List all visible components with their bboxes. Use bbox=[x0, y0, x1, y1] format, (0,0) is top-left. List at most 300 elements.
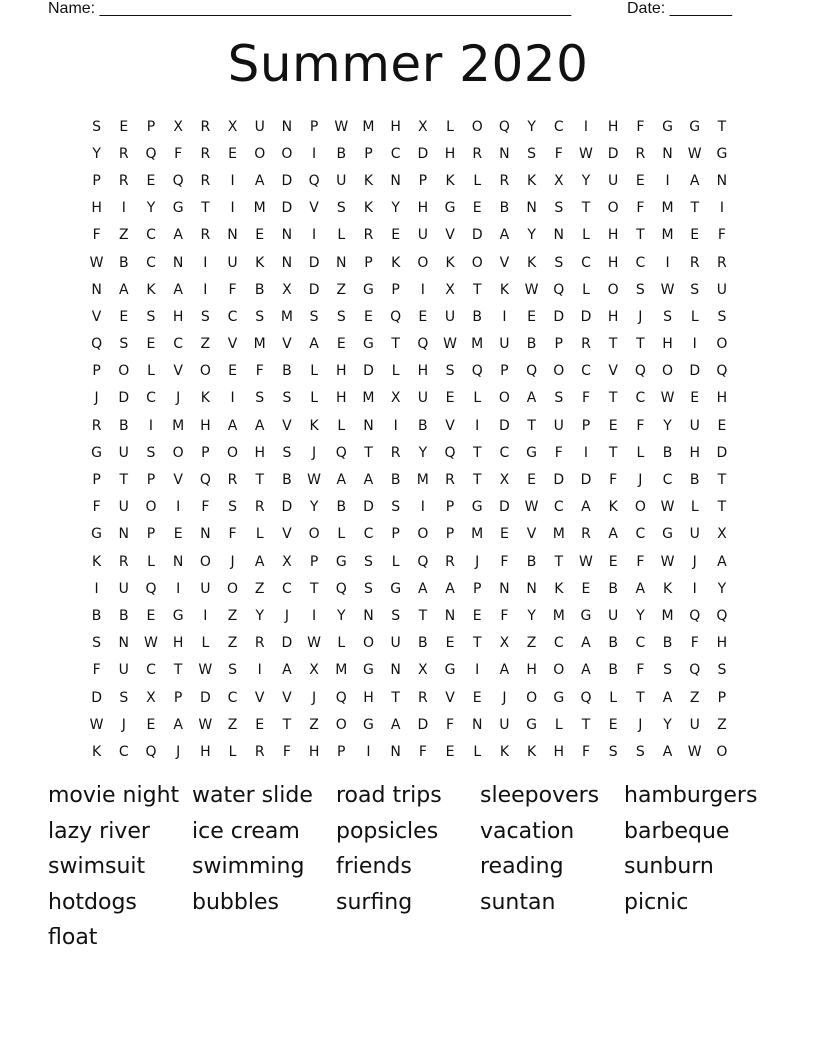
grid-letter: F bbox=[636, 662, 645, 679]
grid-letter: S bbox=[255, 308, 265, 325]
grid-letter: M bbox=[552, 526, 565, 543]
word-list-item: ice cream bbox=[192, 818, 300, 844]
grid-letter: O bbox=[634, 499, 646, 516]
grid-letter: E bbox=[391, 227, 401, 244]
grid-letter: L bbox=[255, 526, 264, 543]
grid-letter: U bbox=[390, 635, 401, 652]
grid-letter: G bbox=[689, 118, 701, 135]
grid-letter: A bbox=[608, 526, 618, 543]
grid-letter: U bbox=[417, 390, 428, 407]
word-list-item: movie night bbox=[48, 783, 180, 808]
grid-letter: E bbox=[717, 417, 727, 434]
grid-letter: J bbox=[284, 607, 289, 624]
grid-letter: C bbox=[146, 227, 156, 244]
grid-letter: P bbox=[445, 499, 455, 516]
grid-letter: D bbox=[553, 472, 565, 489]
grid-letter: H bbox=[172, 635, 184, 652]
grid-letter: W bbox=[198, 662, 213, 679]
grid-letter: Z bbox=[336, 281, 347, 298]
grid-letter: C bbox=[553, 118, 564, 135]
grid-letter: X bbox=[445, 281, 455, 298]
grid-letter: I bbox=[121, 200, 126, 217]
grid-letter: R bbox=[635, 145, 646, 162]
grid-letter: W bbox=[660, 390, 675, 407]
grid-letter: F bbox=[581, 743, 590, 760]
grid-letter: T bbox=[282, 716, 292, 733]
grid-letter: T bbox=[636, 689, 645, 706]
grid-letter: T bbox=[608, 390, 618, 407]
grid-letter: Q bbox=[335, 580, 347, 597]
grid-letter: C bbox=[581, 254, 591, 271]
grid-letter: N bbox=[363, 607, 374, 624]
grid-letter: R bbox=[200, 145, 211, 162]
grid-letter: F bbox=[228, 526, 237, 543]
grid-letter: M bbox=[661, 200, 674, 217]
grid-letter: Q bbox=[145, 743, 157, 760]
grid-letter: W bbox=[307, 472, 322, 489]
grid-letter: I bbox=[475, 662, 480, 679]
grid-letter: U bbox=[254, 118, 265, 135]
grid-letter: Q bbox=[716, 363, 728, 380]
word-list-item: bubbles bbox=[192, 889, 279, 915]
grid-letter: Q bbox=[553, 281, 565, 298]
grid-letter: S bbox=[554, 254, 564, 271]
grid-letter: I bbox=[502, 308, 507, 325]
grid-letter: W bbox=[660, 281, 675, 298]
grid-letter: Z bbox=[254, 580, 265, 597]
word-list bbox=[48, 778, 788, 956]
grid-letter: I bbox=[583, 444, 589, 461]
grid-letter: M bbox=[253, 200, 266, 217]
grid-letter: R bbox=[581, 526, 591, 543]
grid-letter: B bbox=[689, 472, 700, 489]
grid-letter: Z bbox=[118, 227, 129, 244]
grid-letter: P bbox=[146, 472, 156, 489]
grid-letter: G bbox=[526, 716, 538, 733]
grid-letter: I bbox=[230, 200, 235, 217]
grid-letter: H bbox=[607, 254, 619, 271]
grid-letter: O bbox=[498, 390, 510, 407]
grid-letter: D bbox=[580, 308, 592, 325]
grid-letter: Q bbox=[91, 336, 103, 353]
grid-letter: G bbox=[444, 200, 456, 217]
grid-letter: N bbox=[444, 607, 456, 624]
word-list-item: surfing bbox=[336, 889, 413, 915]
grid-letter: T bbox=[717, 499, 727, 516]
grid-letter: F bbox=[92, 227, 101, 244]
grid-letter: I bbox=[393, 417, 398, 434]
grid-letter: V bbox=[526, 526, 537, 543]
word-list-item: hamburgers bbox=[624, 783, 758, 808]
word-list-item: sunburn bbox=[624, 854, 714, 879]
grid-letter: N bbox=[471, 716, 483, 733]
grid-letter: D bbox=[417, 716, 429, 733]
grid-letter: W bbox=[89, 254, 104, 271]
word-list-item: friends bbox=[336, 854, 412, 879]
grid-letter: T bbox=[309, 580, 319, 597]
grid-letter: E bbox=[581, 580, 591, 597]
grid-letter: T bbox=[717, 472, 727, 489]
grid-letter: X bbox=[282, 553, 292, 570]
grid-letter: Y bbox=[636, 607, 645, 624]
grid-letter: Y bbox=[309, 499, 319, 516]
grid-letter: S bbox=[200, 308, 210, 325]
grid-letter: E bbox=[146, 716, 156, 733]
grid-letter: S bbox=[228, 662, 237, 679]
grid-letter: D bbox=[553, 308, 565, 325]
grid-letter: U bbox=[118, 662, 129, 679]
grid-letter: L bbox=[147, 553, 155, 570]
grid-letter: O bbox=[335, 716, 347, 733]
grid-letter: J bbox=[176, 743, 181, 760]
grid-letter: I bbox=[719, 200, 724, 217]
grid-letter: X bbox=[418, 662, 428, 679]
grid-letter: P bbox=[581, 417, 591, 434]
grid-letter: E bbox=[445, 390, 455, 407]
grid-letter: E bbox=[608, 553, 618, 570]
grid-letter: R bbox=[200, 172, 211, 189]
grid-letter: Y bbox=[527, 118, 536, 135]
grid-letter: K bbox=[527, 172, 537, 189]
grid-letter: H bbox=[200, 743, 211, 760]
grid-letter: G bbox=[390, 580, 402, 597]
grid-letter: U bbox=[118, 444, 129, 461]
grid-letter: B bbox=[418, 635, 428, 652]
grid-letter: K bbox=[363, 172, 374, 189]
grid-letter: D bbox=[499, 417, 510, 434]
grid-letter: L bbox=[690, 499, 699, 516]
grid-letter: C bbox=[173, 336, 184, 353]
grid-letter: P bbox=[92, 172, 101, 189]
grid-letter: I bbox=[665, 254, 670, 271]
grid-letter: T bbox=[608, 336, 618, 353]
grid-letter: N bbox=[390, 172, 401, 189]
grid-letter: L bbox=[337, 635, 346, 652]
grid-letter: Q bbox=[716, 607, 728, 624]
grid-letter: H bbox=[308, 743, 320, 760]
grid-letter: G bbox=[91, 526, 103, 543]
grid-letter: R bbox=[417, 689, 428, 706]
grid-letter: G bbox=[335, 553, 347, 570]
grid-letter: L bbox=[473, 743, 482, 760]
grid-letter: H bbox=[254, 444, 265, 461]
grid-letter: A bbox=[173, 716, 183, 733]
grid-letter: N bbox=[363, 417, 374, 434]
grid-letter: U bbox=[716, 281, 728, 298]
grid-letter: T bbox=[364, 444, 373, 461]
grid-letter: R bbox=[499, 172, 510, 189]
grid-letter: Q bbox=[417, 336, 429, 353]
grid-letter: K bbox=[200, 390, 210, 407]
grid-letter: F bbox=[554, 444, 563, 461]
grid-letter: X bbox=[717, 526, 727, 543]
grid-letter: S bbox=[635, 743, 645, 760]
grid-letter: P bbox=[173, 689, 183, 706]
grid-letter: C bbox=[227, 308, 238, 325]
word-list-item: picnic bbox=[624, 889, 689, 915]
grid-letter: P bbox=[717, 689, 727, 706]
grid-letter: T bbox=[581, 716, 591, 733]
grid-letter: O bbox=[254, 145, 266, 162]
grid-letter: F bbox=[418, 743, 427, 760]
grid-letter: Z bbox=[689, 689, 700, 706]
grid-letter: G bbox=[471, 499, 483, 516]
grid-letter: J bbox=[94, 390, 99, 407]
grid-letter: K bbox=[146, 281, 156, 298]
grid-letter: N bbox=[200, 526, 211, 543]
grid-letter: D bbox=[118, 390, 130, 407]
grid-letter: B bbox=[336, 145, 347, 162]
grid-letter: V bbox=[282, 417, 292, 434]
grid-letter: A bbox=[662, 689, 673, 706]
grid-letter: W bbox=[660, 553, 675, 570]
grid-letter: F bbox=[717, 227, 726, 244]
grid-letter: U bbox=[417, 227, 428, 244]
grid-letter: F bbox=[282, 743, 291, 760]
grid-letter: O bbox=[199, 553, 211, 570]
grid-letter: I bbox=[203, 254, 208, 271]
grid-letter: V bbox=[282, 689, 292, 706]
word-list-item: float bbox=[48, 925, 98, 950]
grid-letter: Q bbox=[172, 172, 184, 189]
grid-letter: F bbox=[636, 553, 645, 570]
grid-letter: I bbox=[312, 227, 317, 244]
grid-letter: E bbox=[364, 308, 373, 325]
grid-letter: H bbox=[363, 689, 374, 706]
word-list-item: swimming bbox=[192, 854, 305, 879]
grid-letter: T bbox=[608, 444, 618, 461]
grid-letter: E bbox=[608, 716, 618, 733]
grid-letter: C bbox=[581, 363, 591, 380]
grid-letter: D bbox=[308, 281, 320, 298]
grid-letter: V bbox=[282, 336, 292, 353]
grid-letter: L bbox=[582, 281, 590, 298]
page-title: Summer 2020 bbox=[227, 35, 589, 93]
grid-letter: X bbox=[173, 118, 183, 135]
grid-letter: E bbox=[146, 172, 156, 189]
grid-letter: O bbox=[526, 689, 538, 706]
grid-letter: F bbox=[636, 118, 645, 135]
grid-letter: I bbox=[176, 499, 181, 516]
grid-letter: Q bbox=[444, 444, 456, 461]
grid-letter: D bbox=[689, 363, 701, 380]
grid-letter: T bbox=[173, 662, 183, 679]
grid-letter: U bbox=[499, 716, 510, 733]
grid-letter: O bbox=[662, 363, 674, 380]
grid-letter: L bbox=[147, 363, 155, 380]
grid-letter: I bbox=[692, 336, 697, 353]
grid-letter: J bbox=[176, 390, 181, 407]
grid-letter: I bbox=[665, 172, 670, 189]
grid-letter: R bbox=[91, 417, 102, 434]
grid-letter: K bbox=[391, 254, 401, 271]
grid-letter: P bbox=[364, 254, 373, 271]
grid-letter: B bbox=[336, 499, 347, 516]
grid-letter: R bbox=[390, 444, 401, 461]
word-list-item: swimsuit bbox=[48, 854, 146, 879]
grid-letter: G bbox=[444, 662, 456, 679]
word-list-item: vacation bbox=[480, 818, 575, 844]
grid-letter: K bbox=[499, 743, 509, 760]
grid-letter: U bbox=[499, 336, 510, 353]
grid-letter: K bbox=[608, 499, 618, 516]
grid-letter: O bbox=[172, 444, 184, 461]
word-list-item: hotdogs bbox=[48, 889, 137, 915]
grid-letter: T bbox=[472, 472, 482, 489]
grid-letter: F bbox=[174, 145, 183, 162]
grid-letter: D bbox=[281, 635, 293, 652]
grid-letter: Q bbox=[417, 553, 429, 570]
name-field-label: Name: _____________________________________________________ bbox=[48, 0, 572, 17]
grid-letter: N bbox=[118, 526, 130, 543]
word-list-item: sleepovers bbox=[480, 783, 600, 808]
grid-letter: E bbox=[472, 689, 482, 706]
grid-letter: H bbox=[336, 390, 347, 407]
grid-letter: K bbox=[499, 281, 509, 298]
grid-letter: Q bbox=[308, 172, 320, 189]
grid-letter: R bbox=[227, 472, 238, 489]
grid-letter: A bbox=[227, 417, 238, 434]
grid-letter: P bbox=[500, 363, 509, 380]
grid-letter: T bbox=[418, 607, 428, 624]
grid-letter: A bbox=[254, 172, 265, 189]
grid-letter: B bbox=[608, 662, 618, 679]
grid-letter: L bbox=[391, 363, 400, 380]
grid-letter: W bbox=[334, 118, 349, 135]
grid-letter: F bbox=[500, 553, 509, 570]
grid-letter: Y bbox=[391, 200, 400, 217]
grid-letter: P bbox=[309, 118, 319, 135]
grid-letter: N bbox=[390, 662, 401, 679]
grid-letter: E bbox=[173, 526, 183, 543]
grid-letter: X bbox=[553, 172, 564, 189]
grid-letter: D bbox=[607, 145, 619, 162]
grid-letter: N bbox=[499, 145, 510, 162]
grid-letter: I bbox=[366, 743, 371, 760]
grid-letter: L bbox=[690, 308, 699, 325]
grid-letter: T bbox=[636, 227, 645, 244]
grid-letter: P bbox=[201, 444, 210, 461]
grid-letter: N bbox=[91, 281, 102, 298]
grid-letter: E bbox=[336, 336, 346, 353]
grid-letter: N bbox=[172, 553, 184, 570]
grid-letter: W bbox=[144, 635, 158, 652]
grid-letter: X bbox=[390, 390, 401, 407]
grid-letter: C bbox=[146, 254, 156, 271]
grid-letter: W bbox=[579, 145, 593, 162]
grid-letter: T bbox=[391, 689, 400, 706]
grid-letter: T bbox=[690, 200, 699, 217]
grid-letter: P bbox=[146, 118, 156, 135]
grid-letter: I bbox=[176, 580, 181, 597]
grid-letter: S bbox=[336, 200, 346, 217]
grid-letter: G bbox=[172, 200, 184, 217]
grid-letter: Q bbox=[335, 444, 347, 461]
grid-letter: F bbox=[255, 363, 264, 380]
grid-letter: W bbox=[579, 553, 593, 570]
grid-letter: P bbox=[418, 172, 428, 189]
grid-letter: G bbox=[580, 607, 592, 624]
grid-letter: M bbox=[280, 308, 293, 325]
grid-letter: F bbox=[446, 716, 455, 733]
grid-letter: J bbox=[638, 716, 643, 733]
grid-letter: E bbox=[146, 336, 156, 353]
grid-letter: F bbox=[201, 499, 210, 516]
grid-letter: A bbox=[309, 336, 319, 353]
grid-letter: S bbox=[690, 281, 700, 298]
grid-letter: E bbox=[499, 526, 509, 543]
grid-letter: Q bbox=[498, 118, 510, 135]
grid-letter: W bbox=[307, 635, 322, 652]
grid-letter: J bbox=[502, 689, 507, 706]
grid-letter: A bbox=[173, 227, 183, 244]
grid-letter: O bbox=[145, 499, 157, 516]
grid-letter: W bbox=[443, 336, 457, 353]
grid-letter: L bbox=[582, 227, 590, 244]
grid-letter: U bbox=[689, 526, 700, 543]
grid-letter: R bbox=[581, 336, 591, 353]
grid-letter: U bbox=[118, 499, 129, 516]
grid-letter: E bbox=[472, 607, 482, 624]
grid-letter: H bbox=[553, 743, 565, 760]
grid-letter: S bbox=[527, 145, 537, 162]
grid-letter: J bbox=[230, 553, 235, 570]
grid-letter: C bbox=[146, 390, 156, 407]
grid-letter: L bbox=[337, 526, 346, 543]
grid-letter: B bbox=[608, 635, 618, 652]
grid-letter: S bbox=[663, 308, 672, 325]
grid-letter: B bbox=[418, 417, 428, 434]
grid-letter: C bbox=[390, 145, 401, 162]
grid-letter: J bbox=[312, 444, 317, 461]
grid-letter: O bbox=[417, 254, 429, 271]
grid-letter: D bbox=[580, 472, 592, 489]
grid-letter: Q bbox=[471, 363, 483, 380]
grid-letter: D bbox=[471, 227, 483, 244]
grid-letter: D bbox=[499, 499, 510, 516]
grid-letter: S bbox=[391, 607, 401, 624]
grid-letter: J bbox=[638, 472, 643, 489]
grid-letter: P bbox=[364, 145, 373, 162]
grid-letter: A bbox=[581, 499, 591, 516]
grid-letter: I bbox=[148, 417, 154, 434]
grid-letter: M bbox=[661, 227, 674, 244]
grid-letter: T bbox=[119, 472, 129, 489]
grid-letter: N bbox=[281, 227, 293, 244]
grid-letter: Q bbox=[580, 689, 592, 706]
grid-letter: O bbox=[553, 662, 565, 679]
grid-letter: N bbox=[499, 580, 510, 597]
grid-letter: D bbox=[91, 689, 102, 706]
grid-letter: Y bbox=[663, 716, 672, 733]
grid-letter: T bbox=[472, 444, 482, 461]
grid-letter: S bbox=[663, 662, 672, 679]
grid-letter: G bbox=[716, 145, 728, 162]
grid-letter: I bbox=[230, 172, 235, 189]
grid-letter: X bbox=[282, 281, 292, 298]
grid-letter: A bbox=[336, 472, 347, 489]
grid-letter: B bbox=[662, 635, 673, 652]
word-list-item: water slide bbox=[192, 783, 313, 808]
grid-letter: Q bbox=[634, 363, 646, 380]
grid-letter: M bbox=[661, 607, 674, 624]
grid-letter: R bbox=[118, 172, 129, 189]
grid-letter: L bbox=[337, 227, 346, 244]
grid-letter: C bbox=[499, 444, 510, 461]
grid-letter: S bbox=[282, 444, 292, 461]
grid-letter: Y bbox=[418, 444, 428, 461]
grid-letter: S bbox=[228, 499, 237, 516]
